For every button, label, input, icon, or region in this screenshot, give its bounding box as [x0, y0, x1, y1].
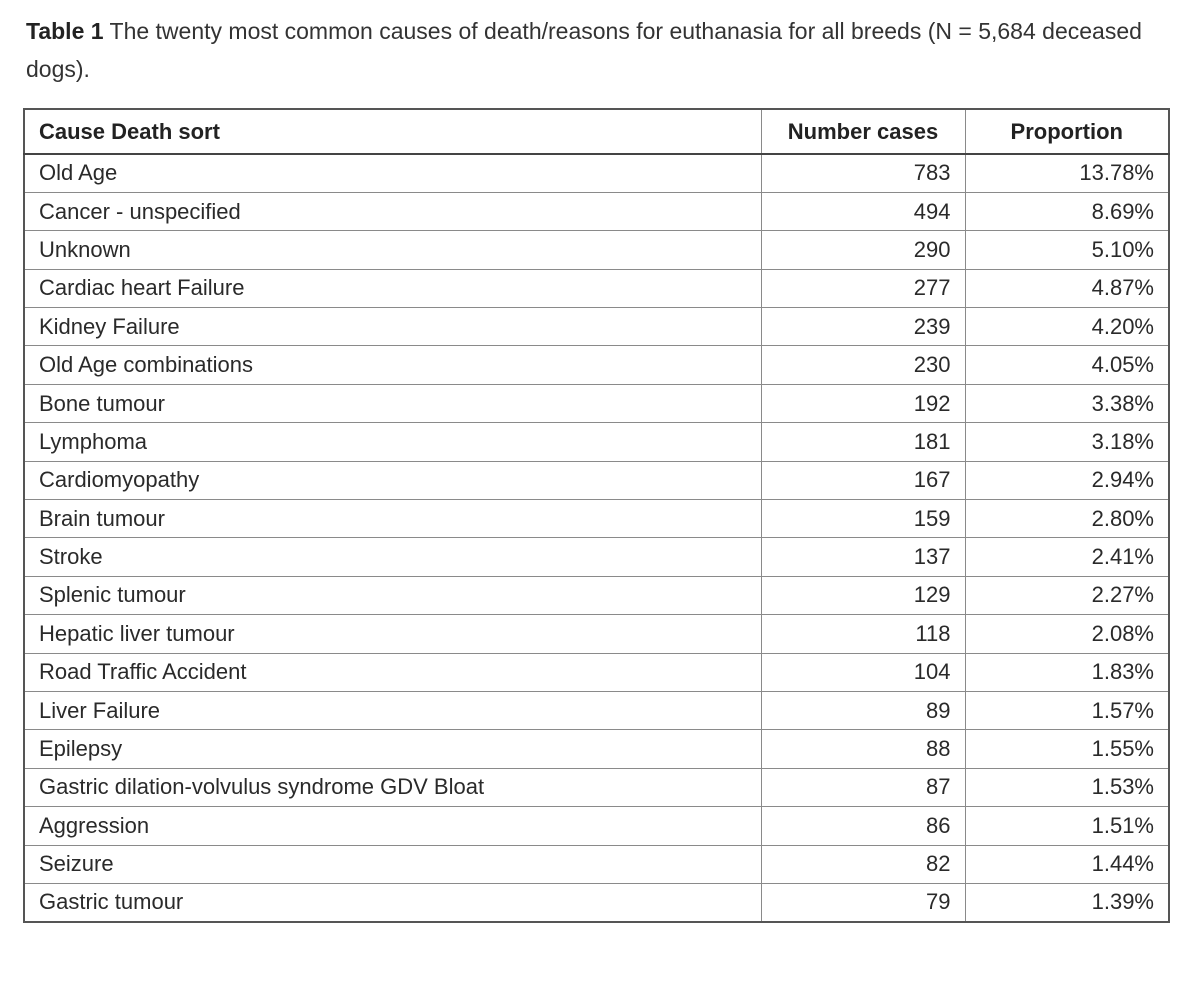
column-header-number-cases: Number cases: [761, 109, 965, 154]
cause-cell: Hepatic liver tumour: [24, 615, 761, 653]
proportion-cell: 2.94%: [965, 461, 1169, 499]
table-row: [24, 845, 1169, 883]
cause-cell: Bone tumour: [24, 384, 761, 422]
cases-cell: 277: [761, 269, 965, 307]
cause-cell: Seizure: [24, 845, 761, 883]
proportion-cell: 4.20%: [965, 308, 1169, 346]
table-row: [24, 768, 1169, 806]
column-header-cause: Cause Death sort: [24, 109, 761, 154]
cases-cell: 82: [761, 845, 965, 883]
proportion-cell: 2.27%: [965, 576, 1169, 614]
cause-cell: Old Age combinations: [24, 346, 761, 384]
cause-cell: Cardiac heart Failure: [24, 269, 761, 307]
cases-cell: 230: [761, 346, 965, 384]
cases-cell: 783: [761, 154, 965, 192]
table-row: [24, 576, 1169, 614]
cases-cell: 104: [761, 653, 965, 691]
cases-cell: 239: [761, 308, 965, 346]
cause-cell: Gastric dilation-volvulus syndrome GDV Bloat: [24, 768, 761, 806]
table-row: [24, 653, 1169, 691]
table-caption-text: The twenty most common causes of death/reasons for euthanasia for all breeds (N = 5,684 deceased dogs).: [26, 18, 1142, 82]
table-caption: [26, 12, 1186, 88]
proportion-cell: 13.78%: [965, 154, 1169, 192]
cause-cell: Aggression: [24, 807, 761, 845]
proportion-cell: 3.18%: [965, 423, 1169, 461]
proportion-cell: 8.69%: [965, 192, 1169, 230]
cause-cell: Old Age: [24, 154, 761, 192]
table-row: [24, 192, 1169, 230]
causes-of-death-table: [23, 108, 1170, 923]
table-row: [24, 423, 1169, 461]
cases-cell: 86: [761, 807, 965, 845]
table-row: [24, 384, 1169, 422]
proportion-cell: 1.44%: [965, 845, 1169, 883]
proportion-cell: 5.10%: [965, 231, 1169, 269]
table-row: [24, 883, 1169, 921]
cases-cell: 79: [761, 883, 965, 921]
cause-cell: Unknown: [24, 231, 761, 269]
cases-cell: 88: [761, 730, 965, 768]
cause-cell: Epilepsy: [24, 730, 761, 768]
table-row: [24, 807, 1169, 845]
table-row: [24, 346, 1169, 384]
cause-cell: Cardiomyopathy: [24, 461, 761, 499]
cases-cell: 89: [761, 691, 965, 729]
cause-cell: Cancer - unspecified: [24, 192, 761, 230]
proportion-cell: 1.53%: [965, 768, 1169, 806]
proportion-cell: 1.83%: [965, 653, 1169, 691]
cause-cell: Liver Failure: [24, 691, 761, 729]
table-row: [24, 615, 1169, 653]
proportion-cell: 1.39%: [965, 883, 1169, 921]
column-header-proportion: Proportion: [965, 109, 1169, 154]
table-row: [24, 231, 1169, 269]
cases-cell: 290: [761, 231, 965, 269]
proportion-cell: 4.05%: [965, 346, 1169, 384]
cause-cell: Lymphoma: [24, 423, 761, 461]
cause-cell: Splenic tumour: [24, 576, 761, 614]
cases-cell: 192: [761, 384, 965, 422]
cases-cell: 129: [761, 576, 965, 614]
proportion-cell: 3.38%: [965, 384, 1169, 422]
cases-cell: 159: [761, 500, 965, 538]
proportion-cell: 2.80%: [965, 500, 1169, 538]
proportion-cell: 2.08%: [965, 615, 1169, 653]
cause-cell: Stroke: [24, 538, 761, 576]
cause-cell: Gastric tumour: [24, 883, 761, 921]
table-row: [24, 308, 1169, 346]
table-row: [24, 269, 1169, 307]
proportion-cell: 2.41%: [965, 538, 1169, 576]
cause-cell: Brain tumour: [24, 500, 761, 538]
table-row: [24, 500, 1169, 538]
cases-cell: 181: [761, 423, 965, 461]
table-row: [24, 538, 1169, 576]
proportion-cell: 1.57%: [965, 691, 1169, 729]
cases-cell: 137: [761, 538, 965, 576]
table-row: [24, 154, 1169, 192]
table-row: [24, 691, 1169, 729]
proportion-cell: 4.87%: [965, 269, 1169, 307]
cause-cell: Road Traffic Accident: [24, 653, 761, 691]
table-row: [24, 730, 1169, 768]
cases-cell: 87: [761, 768, 965, 806]
table-caption-label: Table 1: [26, 18, 104, 44]
proportion-cell: 1.51%: [965, 807, 1169, 845]
table-row: [24, 461, 1169, 499]
proportion-cell: 1.55%: [965, 730, 1169, 768]
table-header-row: [24, 109, 1169, 154]
cause-cell: Kidney Failure: [24, 308, 761, 346]
cases-cell: 118: [761, 615, 965, 653]
cases-cell: 167: [761, 461, 965, 499]
cases-cell: 494: [761, 192, 965, 230]
